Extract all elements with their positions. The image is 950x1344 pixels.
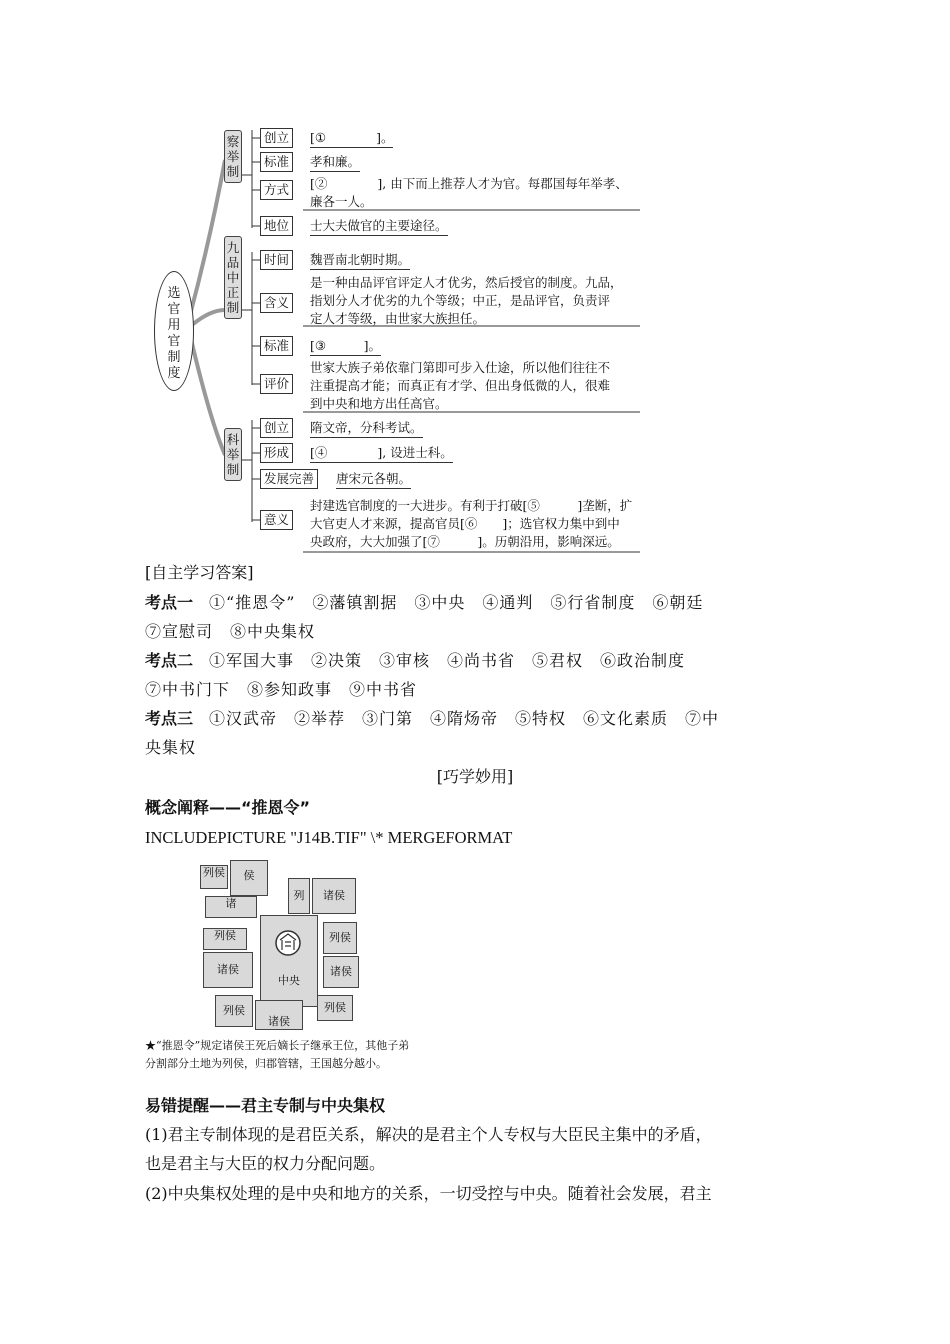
tag-jiupin-biaozhun: 标准 [260, 336, 293, 356]
warning-p1-line2: 也是君主与大臣的权力分配问题。 [145, 1154, 386, 1173]
palace-icon [273, 928, 303, 958]
answers-title: [自主学习答案] [145, 563, 254, 582]
text-chaju-chuangli: [① ]。 [310, 128, 393, 148]
selection-system-diagram [140, 120, 660, 560]
center-node [154, 271, 194, 391]
text-jiupin-hanyi-2: 指划分人才优劣的九个等级；中正，是品评官，负责评 [310, 293, 611, 308]
branch-keju-label: 科举制 [226, 432, 240, 477]
concept-title: 概念阐释——“推恩令” [145, 798, 311, 817]
branch-chaju [224, 130, 242, 183]
map-zhu-1: 诸 [205, 896, 257, 918]
map-liehou-3: 列侯 [323, 922, 357, 954]
k2-label: 考点二 [145, 651, 194, 670]
tag-jiupin-shijian: 时间 [260, 250, 293, 270]
tuienling-map [195, 860, 365, 1035]
map-zhongyang-label: 中央 [278, 974, 300, 987]
branch-keju [224, 428, 242, 481]
text-jiupin-hanyi-1: 是一种由品评官评定人才优劣，然后授官的制度。九品， [310, 275, 623, 290]
tag-chaju-fangshi: 方式 [260, 180, 293, 200]
text-jiupin-pingjia-2: 注重提高才能；而真正有才学、但出身低微的人，很难 [310, 378, 611, 393]
text-jiupin-hanyi-3: 定人才等级，由世家大族担任。 [310, 311, 486, 326]
warning-p2-line1: (2)中央集权处理的是中央和地方的关系，一切受控与中央。随着社会发展，君主 [145, 1184, 712, 1203]
answers-k1-line2: ⑦宣慰司 ⑧中央集权 [145, 622, 316, 641]
center-node-label: 选官用官制度 [167, 286, 181, 381]
text-chaju-fangshi-2: 廉各一人。 [310, 194, 373, 209]
branch-chaju-label: 察举制 [226, 134, 240, 179]
tag-keju-chuangli: 创立 [260, 418, 293, 438]
text-jiupin-pingjia-1: 世家大族子弟依靠门第即可步入仕途，所以他们往往不 [310, 360, 611, 375]
text-keju-yiyi-1: 封建选官制度的一大进步。有利于打破[⑤ ]垄断，扩 [310, 498, 633, 513]
text-keju-fazhan: 唐宋元各朝。 [336, 469, 411, 489]
map-zhuhou-1: 诸侯 [312, 878, 356, 914]
warning-title: 易错提醒——君主专制与中央集权 [145, 1096, 386, 1115]
text-jiupin-biaozhun: [③ ]。 [310, 336, 381, 356]
k1-label: 考点一 [145, 593, 194, 612]
map-hou-1: 侯 [230, 860, 268, 896]
map-liehou-5: 列侯 [317, 995, 353, 1021]
map-zhuhou-2: 诸侯 [203, 952, 253, 988]
map-liehou-2: 列侯 [203, 928, 247, 950]
text-keju-yiyi-2: 大官吏人才来源，提高官员[⑥ ]；选官权力集中到中 [310, 516, 620, 531]
answers-k2-line2: ⑦中书门下 ⑧参知政事 ⑨中书省 [145, 680, 418, 699]
text-keju-xingcheng: [④ ], 设进士科。 [310, 443, 453, 463]
tag-keju-yiyi: 意义 [260, 510, 293, 530]
text-keju-yiyi-3: 央政府，大大加强了[⑦ ]。历朝沿用，影响深远。 [310, 534, 620, 549]
text-keju-chuangli: 隋文帝，分科考试。 [310, 418, 423, 438]
text-jiupin-pingjia-3: 到中央和地方出任高官。 [310, 396, 448, 411]
warning-p1-line1: (1)君主专制体现的是君臣关系，解决的是君主个人专权与大臣民主集中的矛盾， [145, 1125, 712, 1144]
section-title: [巧学妙用] [436, 767, 514, 786]
k3-line1: ①汉武帝 ②举荐 ③门第 ④隋炀帝 ⑤特权 ⑥文化素质 ⑦中 [209, 709, 720, 728]
answers-k3-line1 [145, 706, 719, 732]
map-zhuhou-4: 诸侯 [255, 1000, 303, 1030]
branch-jiupin [224, 236, 242, 319]
tag-jiupin-pingjia: 评价 [260, 374, 293, 394]
tag-chaju-biaozhun: 标准 [260, 152, 293, 172]
map-liehou-4: 列侯 [215, 995, 253, 1027]
k3-label: 考点三 [145, 709, 194, 728]
k2-line1: ①军国大事 ②决策 ③审核 ④尚书省 ⑤君权 ⑥政治制度 [209, 651, 686, 670]
text-chaju-diwei: 士大夫做官的主要途径。 [310, 216, 448, 236]
map-lie-1: 列 [288, 878, 310, 914]
map-caption: ★“推恩令”规定诸侯王死后嫡长子继承王位，其他子弟分割部分土地为列侯，归郡管辖，王国越分越小。 [145, 1039, 410, 1070]
map-zhuhou-3: 诸侯 [323, 956, 359, 988]
tag-jiupin-hanyi: 含义 [260, 293, 293, 313]
branch-jiupin-label: 九品中正制 [226, 240, 240, 315]
include-field: INCLUDEPICTURE "J14B.TIF" \* MERGEFORMAT [145, 828, 513, 847]
text-chaju-fangshi-1: [② ], 由下而上推荐人才为官。每郡国每年举孝、 [310, 176, 628, 191]
tag-chaju-diwei: 地位 [260, 216, 293, 236]
k1-line1: ①“推恩令” ②藩镇割据 ③中央 ④通判 ⑤行省制度 ⑥朝廷 [209, 593, 704, 612]
tag-keju-fazhan: 发展完善 [260, 469, 318, 489]
answers-k3-line2: 央集权 [145, 738, 197, 757]
answers-k1-line1 [145, 590, 703, 616]
tag-keju-xingcheng: 形成 [260, 443, 293, 463]
tag-chaju-chuangli: 创立 [260, 128, 293, 148]
answers-k2-line1 [145, 648, 685, 674]
map-liehou-1: 列侯 [200, 865, 228, 889]
text-jiupin-shijian: 魏晋南北朝时期。 [310, 250, 410, 270]
text-chaju-biaozhun: 孝和廉。 [310, 152, 360, 172]
